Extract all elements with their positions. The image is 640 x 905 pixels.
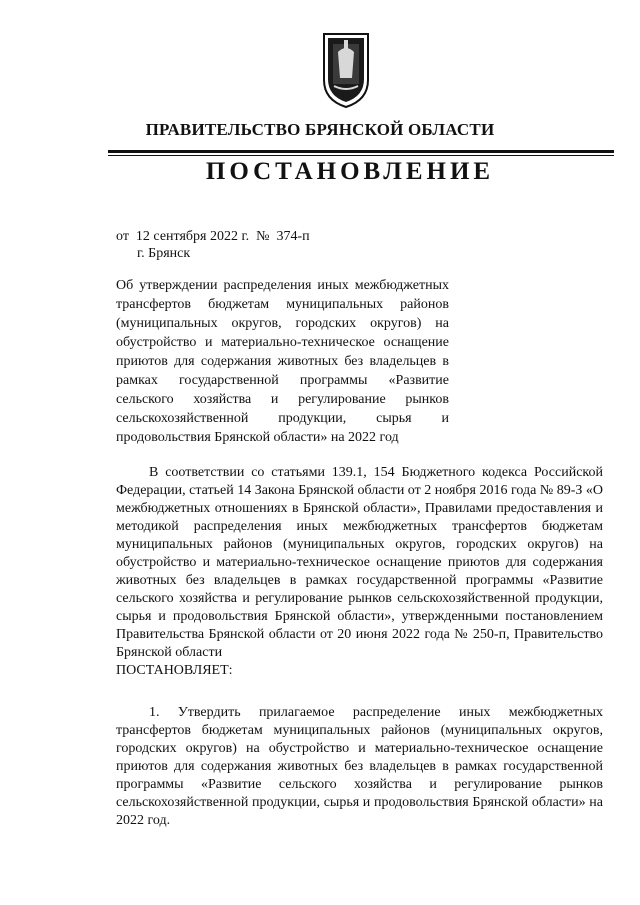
subject-text: Об утверждении распределения иных межбюджетных трансфертов бюджетам муниципальных районов (муниципальных округов, городских округов) на обустройство и материально-техническое оснащение приютов для содержания животных без владельцев в рамках государственной программы «Развитие сельского хозяйства и регулирование рынков сельскохозяйственной продукции, сырья и продовольствия Брянской области» на 2022 год <box>116 278 449 445</box>
document-city: г. Брянск <box>137 246 191 261</box>
header-divider-thin <box>108 155 614 156</box>
header-divider-thick <box>108 150 614 153</box>
item-1-paragraph: 1. Утвердить прилагаемое распределение иных межбюджетных трансфертов бюджетам муниципальных районов (муниципальных округов, городских округов) на обустройство и материально-техническое оснащение приютов для содержания животных без владельцев в рамках государственной программы «Развитие сельского хозяйства и регулирование рынков сельскохозяйственной продукции, сырья и продовольствия Брянской области» на 2022 год. <box>116 705 603 828</box>
preamble-paragraph: В соответствии со статьями 139.1, 154 Бюджетного кодекса Российской Федерации, статьей 14 Закона Брянской области от 2 ноября 2016 года № 89-З «О межбюджетных отношениях в Брянской области», Правилами предоставления и методикой распределения иных межбюджетных трансфертов бюджетам муниципальных районов (муниципальных округов, городских округов) на обустройство и материально-техническое оснащение приютов для содержания животных без владельцев в рамках государственной программы «Развитие сельского хозяйства и регулирование рынков сельскохозяйственной продукции, сырья и продовольствия Брянской области», утвержденными постановлением Правительства Брянской области от 20 июня 2022 года № 250-п, Правительство Брянской области <box>116 465 603 660</box>
document-subject <box>116 276 449 447</box>
bryansk-coat-of-arms-icon <box>320 30 372 110</box>
organization-name: ПРАВИТЕЛЬСТВО БРЯНСКОЙ ОБЛАСТИ <box>145 120 495 139</box>
document-type-title: ПОСТАНОВЛЕНИЕ <box>205 158 495 185</box>
resolves-heading: ПОСТАНОВЛЯЕТ: <box>116 663 233 678</box>
document-date-number: от 12 сентября 2022 г. № 374-п <box>116 229 310 244</box>
document-body <box>116 464 603 830</box>
